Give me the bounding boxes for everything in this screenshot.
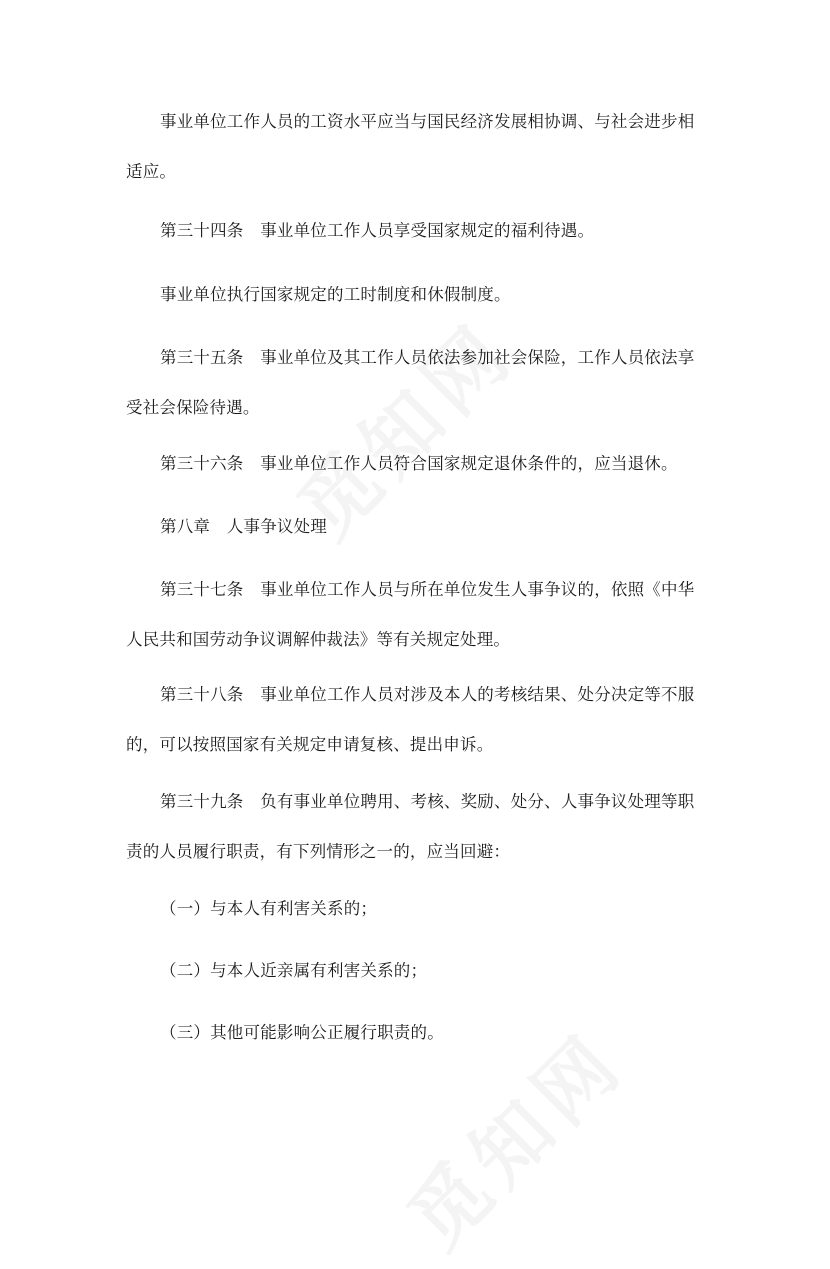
paragraph-wage-level: 事业单位工作人员的工资水平应当与国民经济发展相协调、与社会进步相适应。 (126, 112, 695, 181)
chapter-8-heading: 第八章 人事争议处理 (160, 517, 327, 536)
paragraph-working-hours: 事业单位执行国家规定的工时制度和休假制度。 (160, 285, 511, 304)
article-36: 第三十六条 事业单位工作人员符合国家规定退休条件的，应当退休。 (160, 454, 678, 473)
article-39: 第三十九条 负有事业单位聘用、考核、奖励、处分、人事争议处理等职责的人员履行职责，有下列情形之一的，应当回避： (126, 792, 695, 861)
article-35: 第三十五条 事业单位及其工作人员依法参加社会保险，工作人员依法享受社会保险待遇。 (126, 348, 695, 417)
list-item-1: （一）与本人有利害关系的； (160, 899, 378, 918)
list-item-2: （二）与本人近亲属有利害关系的； (160, 961, 428, 980)
article-38: 第三十八条 事业单位工作人员对涉及本人的考核结果、处分决定等不服的，可以按照国家有关规定申请复核、提出申诉。 (126, 685, 695, 754)
article-34: 第三十四条 事业单位工作人员享受国家规定的福利待遇。 (160, 221, 595, 240)
article-37: 第三十七条 事业单位工作人员与所在单位发生人事争议的，依照《中华人民共和国劳动争议调解仲裁法》等有关规定处理。 (126, 580, 695, 649)
list-item-3: （三）其他可能影响公正履行职责的。 (160, 1023, 444, 1042)
